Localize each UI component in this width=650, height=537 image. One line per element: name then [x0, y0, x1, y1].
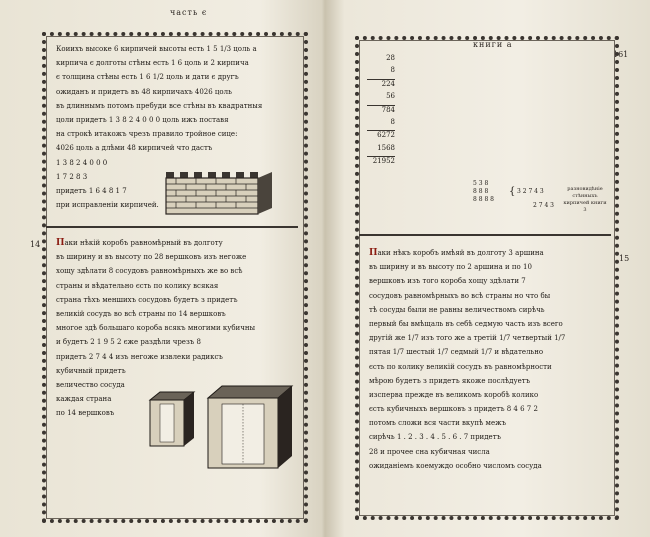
calc-side-right: 2 7 4 3	[533, 202, 554, 209]
calc-value: 21952	[367, 156, 395, 169]
initial-letter: П	[56, 238, 65, 248]
large-cube-illustration	[206, 384, 294, 470]
text-line: многое здѣ большаго короба всякъ многими кубичны	[56, 324, 256, 333]
text-line: ожиданъ и придетъ въ 48 кирпичахъ 4026 цоль	[56, 87, 232, 96]
text-line: пятая 1/7 шестый 1/7 седмый 1/7 и вѣдательно	[369, 348, 544, 357]
text-line: изсперва прежде въ великомъ коробѣ колико	[369, 390, 539, 399]
calc-value: 8 8 8 8	[473, 196, 494, 203]
text-line: 1 7 2 8 3	[56, 172, 88, 181]
running-header: часть є	[170, 8, 208, 17]
section-divider	[359, 234, 611, 236]
calc-value: 8 8 8	[473, 188, 489, 195]
calc-value: 8	[390, 117, 395, 126]
text-line: мѣрою будетъ з придетъ якоже послѣдуетъ	[369, 376, 531, 385]
text-line: въ ширину и въ высоту по 28 вершковъ изъ негоже	[56, 253, 247, 262]
multiplication-column	[367, 54, 395, 170]
text-line: тѣ сосуды были не равны величествомъ сирѣчь	[369, 305, 545, 314]
text-line: 1 3 8 2 4 0 0 0	[56, 158, 108, 167]
margin-number: 14	[30, 240, 41, 249]
left-page	[0, 0, 323, 537]
calc-side-mid: 3 2 7 4 3	[517, 188, 544, 195]
text-line: цоли придетъ 1 3 8 2 4 0 0 0 цоль ижъ поставя	[56, 115, 229, 124]
calc-side-left	[473, 180, 494, 204]
calc-value: 56	[386, 92, 395, 101]
text-line: великій сосудъ во всѣ страны по 14 вершковъ	[56, 309, 226, 318]
brace-glyph: {	[509, 186, 516, 197]
text-line: Коиихъ высоке 6 кирпичей высоты есть 1 5 1/3 цоль а	[56, 45, 257, 53]
text-line: єсть кубичныхъ вершковъ з придетъ 8 4 6 7 2	[369, 405, 538, 414]
calc-value: 8	[390, 66, 395, 75]
calc-value: 5 3 8	[473, 180, 489, 187]
text-line: страна тѣхъ меншихъ сосудовъ будетъ з придетъ	[56, 295, 238, 304]
text-line: другій же 1/7 изъ того же а третій 1/7 четвертый 1/7	[369, 334, 566, 343]
calc-value: 224	[367, 79, 395, 92]
calc-value: 28	[386, 54, 395, 62]
text-line: при исправленіи кирпичей.	[56, 201, 159, 210]
text-line: єсть по колику великій сосудъ въ равномѣрности	[369, 362, 552, 371]
text-line: Паки нѣкій коробъ равномѣрный въ долготу	[56, 238, 223, 248]
text-line: Паки нѣкъ коробъ имѣяй въ долготу 3 аршина	[369, 248, 544, 258]
text-line: по 14 вершковъ	[56, 409, 115, 418]
text-line: сосудовъ равномѣрныхъ во всѣ страны но что бы	[369, 291, 551, 300]
text-line: и будетъ 2 1 9 5 2 єже раздѣли чрезъ 8	[56, 338, 201, 347]
lower-paragraph	[369, 246, 565, 473]
text-line: є толщина стѣны есть 1 6 1/2 цоль и дати є другъ	[56, 73, 239, 82]
text-line: потомъ сложи вся части вкупѣ межъ	[369, 419, 507, 428]
text-line: въ ширину и въ высоту по 2 аршина и по 10	[369, 263, 532, 272]
brick-wall-illustration	[164, 172, 276, 216]
text-line: на строкѣ итакожъ чрезъ правило тройное сице:	[56, 130, 238, 139]
text-line: кубичный придетъ	[56, 366, 126, 375]
text-line: величество сосуда	[56, 380, 125, 389]
text-line: страны и вѣдательно єсть по колику всякая	[56, 281, 219, 290]
text-line: кирпича є долготы стѣны есть 1 6 цоль и 2 кирпича	[56, 59, 249, 68]
calc-value: 6272	[367, 130, 395, 143]
text-line: сирѣчь 1 . 2 . 3 . 4 . 5 . 6 . 7 придетъ	[369, 433, 501, 442]
text-line: придетъ 1 6 4 8 1 7	[56, 186, 127, 195]
text-line: придетъ 2 7 4 4 изъ негоже извлеки радиксъ	[56, 352, 223, 361]
text-line: 4026 цоль а длѣми 48 кирпичей что дастъ	[56, 144, 213, 153]
side-note: разновидѣніе стѣнныхъ кирпичей книги 3	[563, 186, 607, 213]
margin-number: 15	[619, 254, 630, 263]
calc-value: 784	[367, 105, 395, 118]
right-page	[323, 0, 650, 537]
text-line: въ длиннымъ потомъ пребуди все стѣны въ квадратныя	[56, 101, 263, 110]
text-line: ожиданіемъ коемуждо особно числомъ сосуда	[369, 461, 542, 470]
text-line: каждая страна	[56, 395, 112, 404]
calc-value: 1568	[377, 143, 395, 152]
text-line: 28 и прочее сна кубичная числа	[369, 447, 490, 456]
text-line: первый бы вмѣщаль въ себѣ седмую часть изъ всего	[369, 319, 563, 328]
small-cube-illustration	[148, 390, 196, 450]
running-header: книги а	[473, 40, 513, 49]
section-divider	[46, 226, 298, 228]
text-line: хощу здѣлати 8 сосудовъ равномѣрныхъ же во всѣ	[56, 267, 243, 276]
text-line: вершковъ изъ того короба хощу здѣлати 7	[369, 277, 526, 286]
initial-letter: П	[369, 248, 378, 258]
folio-number: 161	[613, 50, 629, 59]
